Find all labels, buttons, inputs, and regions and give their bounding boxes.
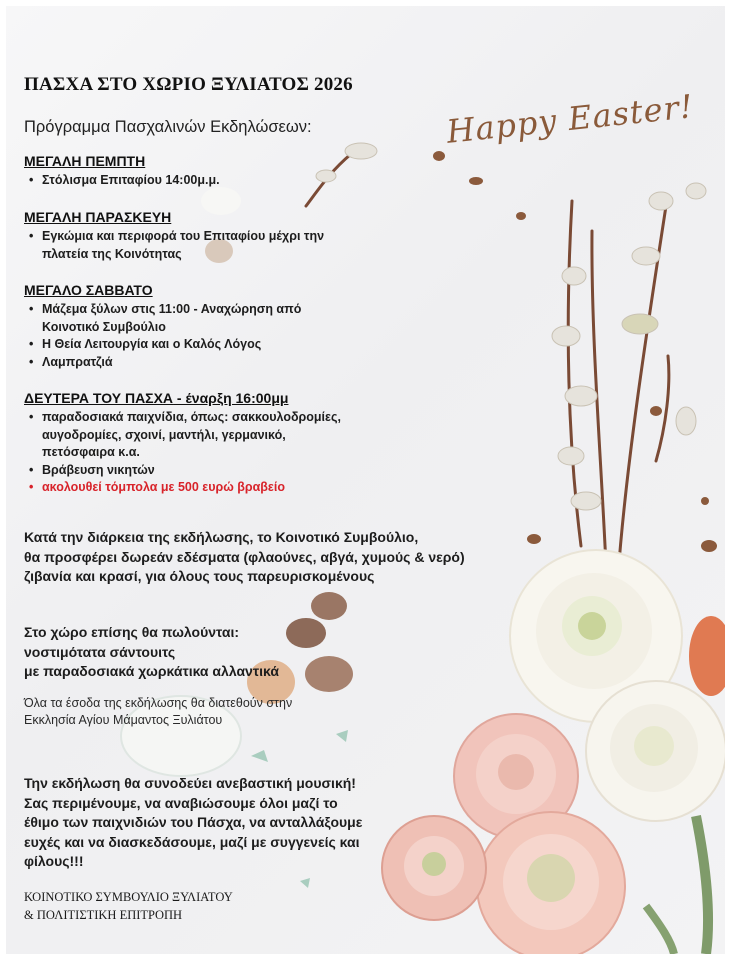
paragraph-line: Σας περιμένουμε, να αναβιώσουμε όλοι μαζί το <box>24 794 338 811</box>
day-section-easter-monday <box>24 390 341 497</box>
sale-paragraph <box>24 623 279 682</box>
paragraph-line: έθιμο των παιχνιδιών του Πάσχα, να ανταλλάξουμε <box>24 814 363 830</box>
paragraph-line: νοστιμότατα σάντουιτς <box>24 643 176 660</box>
event-item: • Βράβευση νικητών <box>42 462 341 480</box>
paragraph-line: Στο χώρο επίσης θα πωλούνται: <box>24 624 240 640</box>
paragraph-line: ευχές και να διασκεδάσουμε, μαζί με συγγενείς και <box>24 833 360 850</box>
event-list <box>24 228 324 263</box>
paragraph-line: Την εκδήλωση θα συνοδεύει ανεβαστική μουσική! <box>24 775 356 791</box>
event-item-continued: πλατεία της Κοινότητας <box>42 246 182 261</box>
note-line: Εκκλησία Αγίου Μάμαντος Ξυλιάτου <box>24 713 223 727</box>
easter-poster <box>6 6 725 954</box>
proceeds-note <box>24 695 292 729</box>
day-heading: ΜΕΓΑΛΟ ΣΑΒΒΑΤΟ <box>24 282 153 298</box>
day-heading-start-time: - έναρξη 16:00μμ <box>173 390 289 406</box>
signature-line: & ΠΟΛΙΤΙΣΤΙΚΗ ΕΠΙΤΡΟΠΗ <box>24 908 183 922</box>
event-list <box>24 409 341 497</box>
event-item: • Λαμπρατζιά <box>42 354 301 372</box>
organizer-signature <box>24 888 233 924</box>
event-item-continued: Κοινοτικό Συμβούλιο <box>42 319 166 334</box>
happy-easter-greeting: Happy Easter! <box>444 87 696 151</box>
day-section-good-friday <box>24 209 324 263</box>
poster-title: ΠΑΣΧΑ ΣΤΟ ΧΩΡΙΟ ΞΥΛΙΑΤΟΣ 2026 <box>24 74 353 95</box>
event-item: • παραδοσιακά παιχνίδια, όπως: σακκουλοδρομίες, <box>42 409 341 427</box>
day-heading: ΜΕΓΑΛΗ ΠΕΜΠΤΗ <box>24 153 146 169</box>
closing-paragraph <box>24 774 362 872</box>
paragraph-line: Κατά την διάρκεια της εκδήλωσης, το Κοινοτικό Συμβούλιο, <box>24 529 419 545</box>
day-heading-label: ΔΕΥΤΕΡΑ ΤΟΥ ΠΑΣΧΑ <box>24 390 174 406</box>
event-item: • Εγκώμια και περιφορά του Επιταφίου μέχρι την <box>42 228 324 246</box>
event-list <box>24 301 301 371</box>
day-section-holy-thursday <box>24 153 220 190</box>
note-line: Όλα τα έσοδα της εκδήλωσης θα διατεθούν στην <box>24 696 293 710</box>
event-item: • Η Θεία Λειτουργία και ο Καλός Λόγος <box>42 336 301 354</box>
event-item: • Στόλισμα Επιταφίου 14:00μ.μ. <box>42 172 220 190</box>
paragraph-line: με παραδοσιακά χωρκάτικα αλλαντικά <box>24 663 279 679</box>
paragraph-line: ζιβανία και κρασί, για όλους τους παρευρισκομένους <box>24 568 375 584</box>
refreshments-paragraph <box>24 528 465 587</box>
day-heading <box>24 390 341 406</box>
event-list <box>24 172 220 190</box>
event-item-continued: πετόσφαιρα κ.α. <box>42 445 140 459</box>
paragraph-line: θα προσφέρει δωρεάν εδέσματα (φλαούνες, αβγά, χυμούς & νερό) <box>24 548 465 565</box>
day-section-holy-saturday <box>24 282 301 371</box>
program-subtitle: Πρόγραμμα Πασχαλινών Εκδηλώσεων: <box>24 118 312 136</box>
day-heading: ΜΕΓΑΛΗ ΠΑΡΑΣΚΕΥΗ <box>24 209 172 225</box>
event-item: • Μάζεμα ξύλων στις 11:00 - Αναχώρηση από <box>42 301 301 319</box>
paragraph-line: φίλους!!! <box>24 853 84 869</box>
event-item-continued: αυγοδρομίες, σχοινί, μαντήλι, γερμανικό, <box>42 427 286 442</box>
tombola-highlight-item: • ακολουθεί τόμπολα με 500 ευρώ βραβείο <box>42 479 341 497</box>
signature-line: ΚΟΙΝΟΤΙΚΟ ΣΥΜΒΟΥΛΙΟ ΞΥΛΙΑΤΟΥ <box>24 890 233 904</box>
